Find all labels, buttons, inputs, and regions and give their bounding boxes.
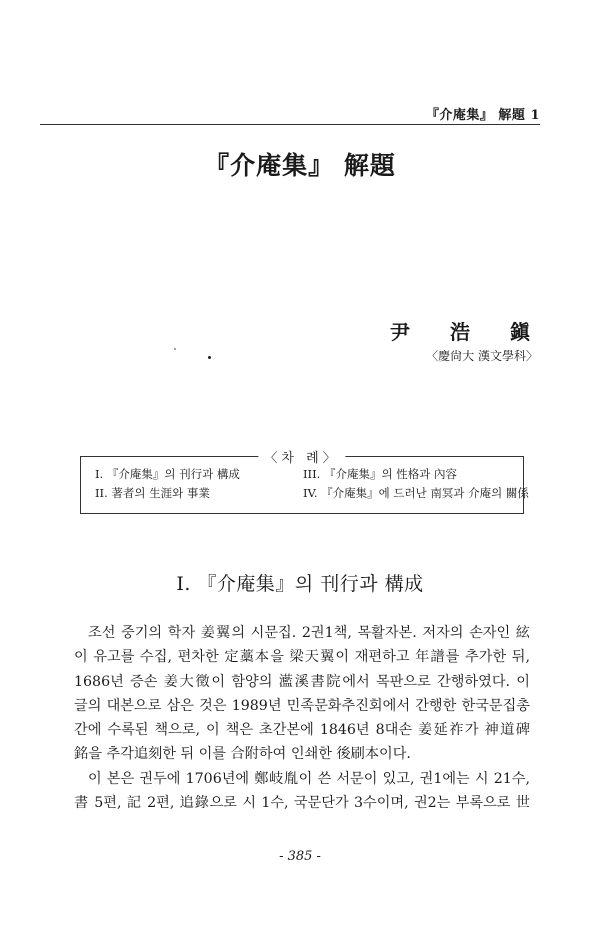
toc-item: II. 著者의 生涯와 事業 [95,486,210,500]
page-number: - 385 - [279,849,321,864]
toc-item: III. 『介庵集』의 性格과 內容 [303,467,457,481]
running-header [40,104,540,125]
author-affiliation: 〈慶尙大 漢文學科〉 [426,349,538,363]
table-of-contents [80,451,529,514]
body-line: 간에 수록된 책으로, 이 책은 초간본에 1846년 8대손 姜延祚가 神道碑 [74,722,530,739]
running-header-text: 『介庵集』 解題 1 [425,108,540,123]
document-title: 『介庵集』 解題 [204,151,396,180]
body-line: 書 5편, 記 2편, 追錄으로 시 1수, 국문단가 3수이며, 권2는 부록으로 世 [74,795,530,812]
body-line: 글의 대본으로 삼은 것은 1989년 민족문화추진회에서 간행한 한국문집총 [74,697,530,714]
body-line: 조선 중기의 학자 姜翼의 시문집. 2권1책, 목활자본. 저자의 손자인 絃 [88,625,530,641]
toc-item: I. 『介庵集』의 刊行과 構成 [95,467,240,481]
toc-item: IV. 『介庵集』에 드러난 南冥과 介庵의 關係 [303,486,529,500]
body-line: 이 유고를 수집, 편차한 定藁本을 梁天翼이 재편하고 年譜를 추가한 뒤, [74,649,530,666]
author-name [390,316,530,345]
body-line: 이 본은 권두에 1706년에 鄭岐胤이 쓴 서문이 있고, 권1에는 시 21수, [88,770,530,787]
body-line: 1686년 증손 姜大徵이 함양의 灆溪書院에서 목판으로 간행하였다. 이 [74,673,530,690]
section-heading: I. 『介庵集』의 刊行과 構成 [176,573,424,595]
body-text [74,621,530,815]
toc-title: 〈차 례〉 [258,447,345,466]
body-line: 銘을 추각追刻한 뒤 이를 合附하여 인쇄한 後刷本이다. [74,746,411,763]
stray-mark [174,348,176,350]
author-char: 鎭 [510,320,530,344]
author-char: 尹 [390,320,410,344]
author-char: 浩 [450,320,470,344]
stray-mark [208,356,211,359]
